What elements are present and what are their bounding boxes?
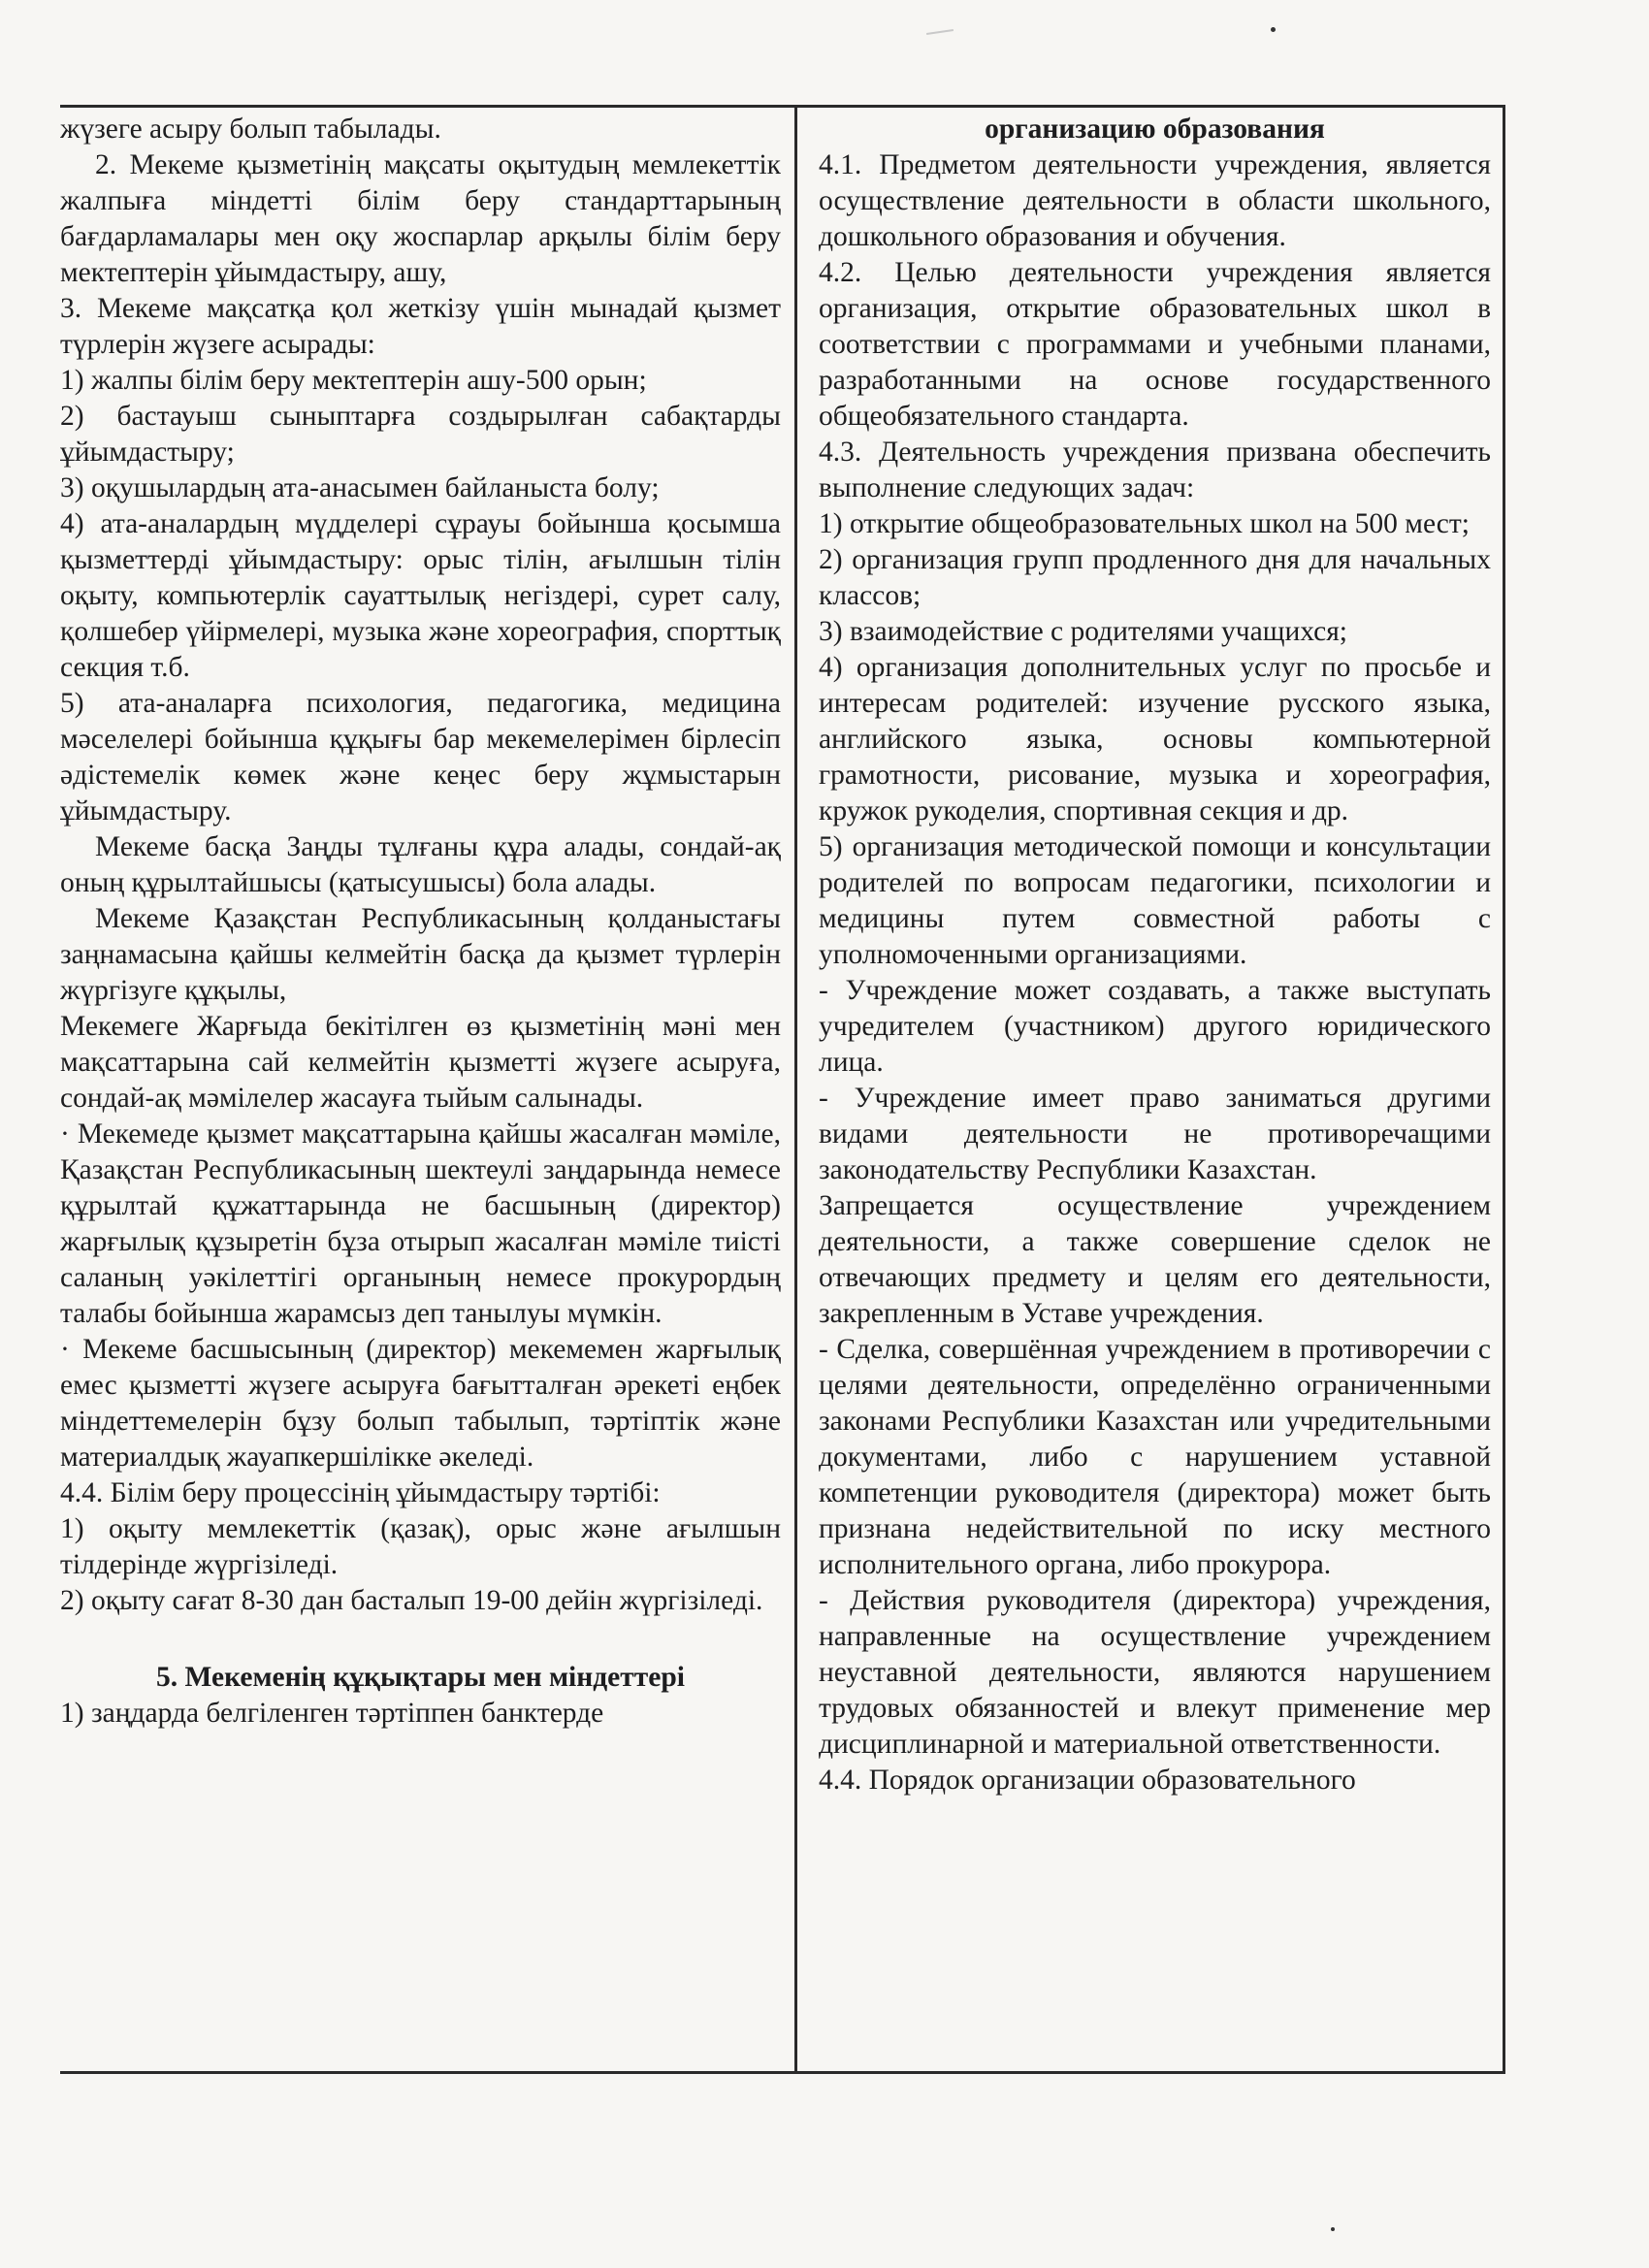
list-item: 1) открытие общеобразовательных школ на 500 мест; <box>819 508 1470 539</box>
document-table <box>60 105 1505 2074</box>
russian-column <box>797 108 1503 2071</box>
paragraph: жүзеге асыру болып табылады. <box>60 113 441 145</box>
list-item: 2) оқыту сағат 8-30 дан басталып 19-00 дейін жүргізіледі. <box>60 1585 763 1616</box>
paragraph: 4.2. Целью деятельности учреждения является организация, открытие образовательных школ в соответствии с программами и учебными планами, разработанными на основе государственного общеобязательного стандарта. <box>819 257 1491 432</box>
paragraph: · Мекеме басшысының (директор) мекемемен жарғылық емес қызметті жүзеге асыруға бағытталған әрекеті еңбек міндеттемелерін бұзу болып табылып, тәртіптік және материалдық жауапкершілікке әкеледі. <box>60 1334 781 1473</box>
list-item: 4) ата-аналардың мүдделері сұрауы бойынша қосымша қызметтерді ұйымдастыру: орыс тілін, ағылшын тілін оқыту, компьютерлік сауаттылық негіздері, сурет салу, қолшебер үйірмелері, музыка және хореография, спорттық секция т.б. <box>60 508 781 683</box>
column-heading: организацию образования <box>985 113 1325 145</box>
scan-mark <box>926 29 954 35</box>
paragraph: 4.4. Білім беру процессінің ұйымдастыру тәртібі: <box>60 1477 661 1508</box>
list-item: 1) жалпы білім беру мектептерін ашу-500 орын; <box>60 365 647 396</box>
paragraph: Мекеме Қазақстан Республикасының қолданыстағы заңнамасына қайшы келмейтін басқа да қызмет түрлерін жүргізуге құқылы, <box>60 903 781 1006</box>
list-item: 2) бастауыш сыныптарға создырылған сабақтарды ұйымдастыру; <box>60 401 781 468</box>
kazakh-column <box>60 108 797 2071</box>
list-item: 5) организация методической помощи и консультации родителей по вопросам педагогики, психологии и медицины путем совместной работы с уполномоченными организациями. <box>819 831 1491 970</box>
scan-speck <box>1331 2227 1335 2231</box>
paragraph: 4.4. Порядок организации образовательного <box>819 1765 1356 1796</box>
scan-speck <box>1271 27 1276 32</box>
paragraph: 2. Мекеме қызметінің мақсаты оқытудың мемлекеттік жалпыға міндетті білім беру стандарттарының бағдарламалары мен оқу жоспарлар арқылы білім беру мектептерін ұйымдастыру, ашу, <box>60 149 781 288</box>
paragraph: - Действия руководителя (директора) учреждения, направленные на осуществление учреждением неуставной деятельности, являются нарушением трудовых обязанностей и влекут применение мер дисциплинарной и материальной ответственности. <box>819 1585 1491 1760</box>
section-title: 5. Мекеменің құқықтары мен міндеттері <box>156 1662 685 1693</box>
paragraph: · Мекемеде қызмет мақсаттарына қайшы жасалған мәміле, Қазақстан Республикасының шектеулі заңдарында немесе құрылтай құжаттарында не басшының (директор) жарғылық құзыретін бұза отырып жасалған мәміле тиісті саланың уәкілеттігі органының немесе прокурордың талабы бойынша жарамсыз деп танылуы мүмкін. <box>60 1118 781 1329</box>
paragraph: 3. Мекеме мақсатқа қол жеткізу үшін мынадай қызмет түрлерін жүзеге асырады: <box>60 293 781 360</box>
paragraph: 4.1. Предметом деятельности учреждения, является осуществление деятельности в области школьного, дошкольного образования и обучения. <box>819 149 1491 252</box>
paragraph: Запрещается осуществление учреждением деятельности, а также совершение сделок не отвечающих предмету и целям его деятельности, закрепленным в Уставе учреждения. <box>819 1190 1491 1329</box>
list-item: 3) оқушылардың ата-анасымен байланыста болу; <box>60 472 660 503</box>
list-item: 5) ата-аналарға психология, педагогика, медицина мәселелері бойынша құқығы бар мекемелерімен бірлесіп әдістемелік көмек және кеңес беру жұмыстарын ұйымдастыру. <box>60 688 781 826</box>
list-item: 4) организация дополнительных услуг по просьбе и интересам родителей: изучение русского языка, английского языка, основы компьютерной грамотности, рисование, музыка и хореография, кружок рукоделия, спортивная секция и др. <box>819 652 1491 826</box>
list-item: 1) оқыту мемлекеттік (қазақ), орыс және ағылшын тілдерінде жүргізіледі. <box>60 1513 781 1580</box>
list-item: 2) организация групп продленного дня для начальных классов; <box>819 544 1491 611</box>
paragraph: Мекеме басқа Заңды тұлғаны құра алады, сондай-ақ оның құрылтайшысы (қатысушысы) бола алады. <box>60 831 781 898</box>
paragraph: - Сделка, совершённая учреждением в противоречии с целями деятельности, определённо ограниченными законами Республики Казахстан или учредительными документами, либо с нарушением уставной компетенции руководителя (директора) может быть признана недействительной по иску местного исполнительного органа, либо прокурора. <box>819 1334 1491 1580</box>
list-item: 3) взаимодействие с родителями учащихся; <box>819 616 1348 647</box>
paragraph: Мекемеге Жарғыда бекітілген өз қызметінің мәні мен мақсаттарына сай келмейтін қызметті жүзеге асыруға, сондай-ақ мәмілелер жасауға тыйым салынады. <box>60 1011 781 1114</box>
paragraph: 4.3. Деятельность учреждения призвана обеспечить выполнение следующих задач: <box>819 437 1491 503</box>
list-item: 1) заңдарда белгіленген тәртіппен банктерде <box>60 1698 604 1729</box>
paragraph: - Учреждение может создавать, а также выступать учредителем (участником) другого юридического лица. <box>819 975 1491 1078</box>
paragraph: - Учреждение имеет право заниматься другими видами деятельности не противоречащими законодательству Республики Казахстан. <box>819 1083 1491 1185</box>
